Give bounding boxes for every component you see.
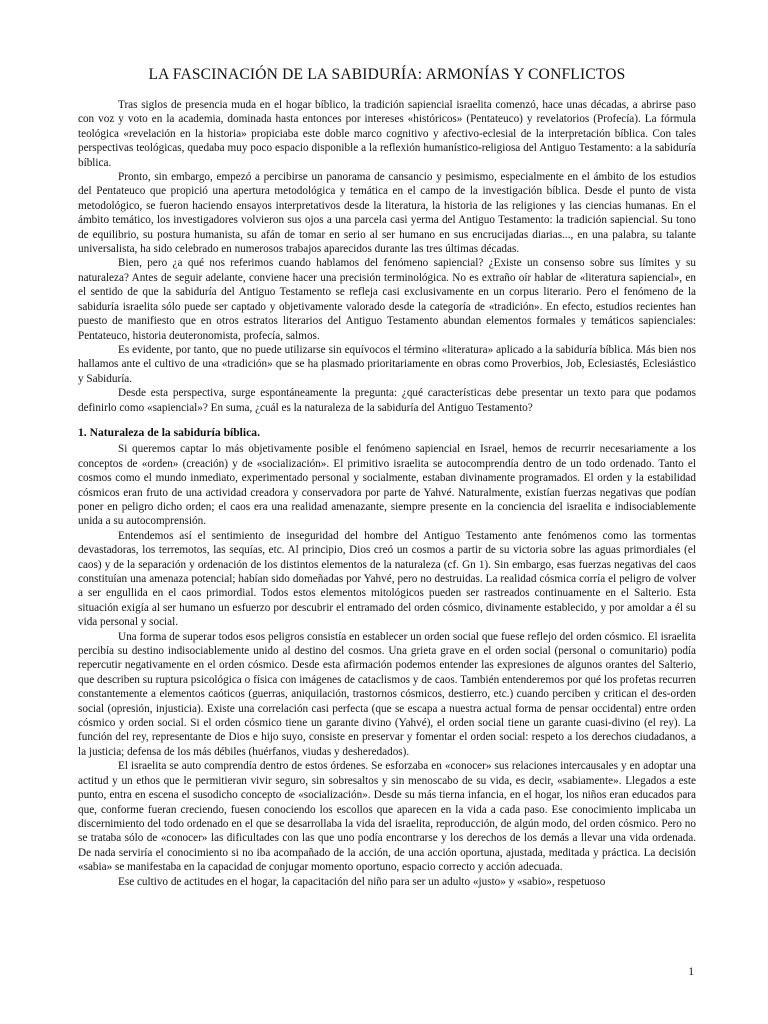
- section-1-paragraph-3: Una forma de superar todos esos peligros consistía en establecer un orden social que fuese reflejo del orden cósmico. El israelita percibía su destino indisociablemente unido al destino del cosmos. Una grieta grave en el orden social (personal o comunitario) podía repercutir negativamente en el orden cósmico. Desde esta afirmación podemos entender las expresiones de algunos orantes del Salterio, que describen su ruptura psicológica o física con imágenes de cataclismos y de caos. También entenderemos por qué los profetas recurren constantemente a elementos caóticos (guerras, aniquilación, trastornos cósmicos, destierro, etc.) cuando perciben y critican el des-orden social (opresión, injusticia). Existe una correlación casi perfecta (que se escapa a nuestra actual forma de pensar occidental) entre orden cósmico y orden social. Si el orden cósmico tiene un garante divino (Yahvé), el orden social tiene un garante cuasi-divino (el rey). La función del rey, representante de Dios e hijo suyo, consiste en preservar y fomentar el orden social: respeto a los derechos ciudadanos, a la justicia; defensa de los más débiles (huérfanos, viudas y desheredados).: [78, 630, 696, 758]
- section-1-paragraph-5: Ese cultivo de actitudes en el hogar, la capacitación del niño para ser un adulto «justo» y «sabio», respetuoso: [118, 875, 606, 888]
- section-1-paragraph-4: El israelita se auto comprendía dentro de estos órdenes. Se esforzaba en «conocer» sus relaciones intercausales y en adoptar una actitud y un ethos que le permitieran vivir seguro, sin sobresaltos y sin menoscabo de su vida, es decir, «sabiamente». Llegados a este punto, entra en escena el susodicho concepto de «socialización». Desde su más tierna infancia, en el hogar, los niños eran educados para que, conforme fueran creciendo, fuesen conociendo los escollos que aparecen en la vida a cada paso. Ese conocimiento implicaba un discernimiento del todo ordenado en el que se desarrollaba la vida del israelita, reproducción, de algún modo, del orden cósmico. Pero no se trataba sólo de «conocer» las dificultades con las que uno podía encontrarse y los derechos de los demás a llevar una vida ordenada. De nada serviría el conocimiento si no iba acompañado de la acción, de una acción oportuna, ajustada, meditada y práctica. La decisión «sabia» se manifestaba en la capacidad de conjugar momento oportuno, espacio correcto y acción adecuada.: [78, 760, 696, 874]
- section-1-paragraph-1: Si queremos captar lo más objetivamente posible el fenómeno sapiencial en Israel, hemos de recurrir necesariamente a los conceptos de «orden» (creación) y de «socialización». El primitivo israelita se autocomprendía dentro de un todo ordenado. Tanto el cosmos como el mundo inmediato, experimentado personal y socialmente, estaban divinamente programados. El orden y la estabilidad cósmicos eran fruto de una actividad creadora y conservadora por parte de Yahvé. Naturalmente, existían fuerzas negativas que podían poner en peligro dicho orden; el caos era una realidad amenazante, siempre presente en la conciencia del israelita e indisociablemente unida a su autocomprensión.: [78, 443, 696, 528]
- document-title: LA FASCINACIÓN DE LA SABIDURÍA: ARMONÍAS Y CONFLICTOS: [148, 66, 626, 83]
- intro-paragraph-2: Pronto, sin embargo, empezó a percibirse un panorama de cansancio y pesimismo, especialmente en el ámbito de los estudios del Pentateuco que propició una apertura metodológica y temática en el campo de la investigación bíblica. Desde el punto de vista metodológico, se fueron haciendo ensayos interpretativos desde la literatura, la historia de las religiones y las ciencias humanas. En el ámbito temático, los investigadores volvieron sus ojos a una parcela casi yerma del Antiguo Testamento: la tradición sapiencial. Su tono de equilibrio, su postura humanista, su afán de tomar en serio al ser humano en sus encrucijadas diarias..., en una palabra, su talante universalista, ha sido celebrado en numerosos trabajos aparecidos durante las tres últimas décadas.: [78, 171, 696, 256]
- section-1: [78, 426, 696, 889]
- intro-paragraph-1: Tras siglos de presencia muda en el hogar bíblico, la tradición sapiencial israelita comenzó, hace unas décadas, a abrirse paso con voz y voto en la academia, dominada hasta entonces por intereses «históricos» (Pentateuco) y revelatorios (Profecía). La fórmula teológica «revelación en la historia» propiciaba este doble marco cognitivo y afectivo-eclesial de la interpretación bíblica. Con tales perspectivas teológicas, quedaba muy poco espacio disponible a la reflexión humanístico-religiosa del Antiguo Testamento: a la sabiduría bíblica.: [78, 99, 696, 169]
- section-1-heading: 1. Naturaleza de la sabiduría bíblica.: [78, 425, 260, 439]
- intro-section: [78, 98, 696, 415]
- intro-paragraph-5: Desde esta perspectiva, surge espontáneamente la pregunta: ¿qué características debe presentar un texto para que podamos definirlo como «sapiencial»? En suma, ¿cuál es la naturaleza de la sabiduría del Antiguo Testamento?: [78, 387, 696, 414]
- page-number: 1: [688, 966, 694, 978]
- section-1-paragraph-2: Entendemos así el sentimiento de inseguridad del hombre del Antiguo Testamento ante fenómenos como las tormentas devastadoras, los terremotos, las sequías, etc. Al principio, Dios creó un cosmos a partir de su victoria sobre las aguas primordiales (el caos) y de la separación y ordenación de los distintos elementos de la naturaleza (cf. Gn 1). Sin embargo, esas fuerzas negativas del caos constituían una amenaza potencial; habían sido domeñadas por Yahvé, pero no destruidas. La realidad cósmica corría el peligro de volver a ser engullida en el caos primordial. Todos estos elementos mitológicos pueden ser rastreados continuamente en el Salterio. Esta situación exigía al ser humano un esfuerzo por descubrir el entramado del orden cósmico, divinamente establecido, y por amoldar a él su vida personal y social.: [78, 529, 696, 629]
- intro-paragraph-4: Es evidente, por tanto, que no puede utilizarse sin equívocos el término «literatura» aplicado a la sabiduría bíblica. Más bien nos hallamos ante el cultivo de una «tradición» que se ha plasmado prioritariamente en obras como Proverbios, Job, Eclesiastés, Eclesiástico y Sabiduría.: [78, 343, 696, 385]
- intro-paragraph-3: Bien, pero ¿a qué nos referimos cuando hablamos del fenómeno sapiencial? ¿Existe un consenso sobre sus límites y su naturaleza? Antes de seguir adelante, conviene hacer una precisión terminológica. No es extraño oír hablar de «literatura sapiencial», en el sentido de que la sabiduría del Antiguo Testamento se refleja casi exclusivamente en un corpus literario. Pero el fenómeno de la sabiduría israelita sólo puede ser captado y objetivamente valorado desde la categoría de «tradición». En efecto, estudios recientes han puesto de manifiesto que en otros estratos literarios del Antiguo Testamento abundan elementos formales y temáticos sapienciales: Pentateuco, historia deuteronomista, profecía, salmos.: [78, 257, 696, 342]
